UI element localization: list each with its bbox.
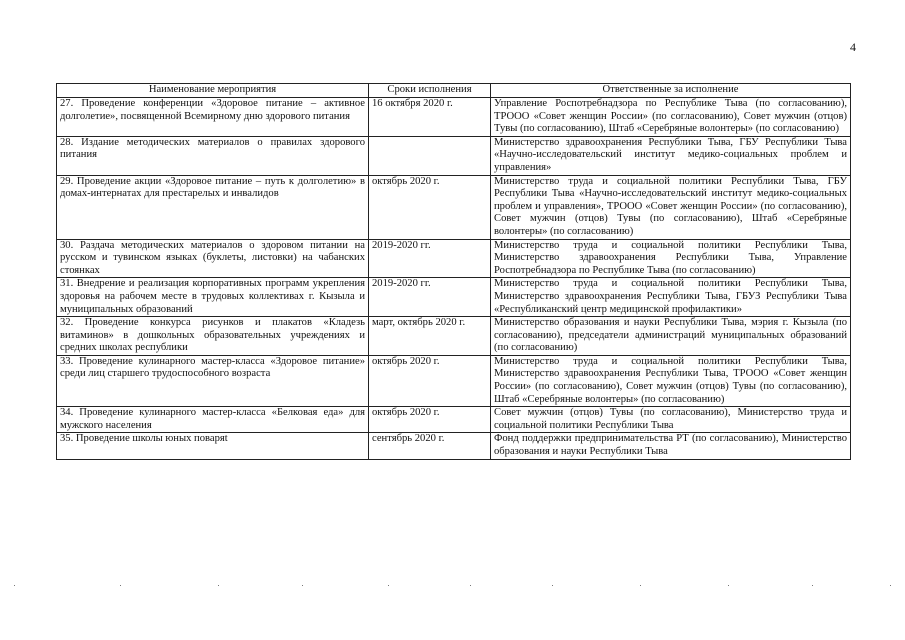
dates-cell: 2019-2020 гг. (369, 278, 491, 317)
event-cell: 35. Проведение школы юных поваряt (57, 433, 369, 459)
responsible-cell: Министерство труда и социальной политики Республики Тыва, Министерство здравоохранения Республики Тыва, ГБУЗ Республики Тыва «Республиканский центр медицинской профилактики» (491, 278, 851, 317)
table-header (57, 84, 851, 98)
scan-artifact-dots (0, 585, 905, 587)
table-row (57, 278, 851, 317)
event-cell: 34. Проведение кулинарного мастер-класса «Белковая еда» для мужского населения (57, 407, 369, 433)
dates-cell: март, октябрь 2020 г. (369, 317, 491, 356)
table-row (57, 136, 851, 175)
dates-cell: сентябрь 2020 г. (369, 433, 491, 459)
dates-cell: 2019-2020 гг. (369, 239, 491, 278)
event-cell: 30. Раздача методических материалов о здоровом питании на русском и тувинском языках (буклеты, листовки) на чабанских стоянках (57, 239, 369, 278)
events-table (56, 83, 851, 460)
table-row (57, 239, 851, 278)
event-cell: 33. Проведение кулинарного мастер-класса «Здоровое питание» среди лиц старшего трудоспособного возраста (57, 355, 369, 406)
page-number: 4 (850, 40, 856, 54)
responsible-cell: Министерство труда и социальной политики Республики Тыва, Министерство здравоохранения Республики Тыва, Управление Роспотребнадзора по Республике Тыва (по согласованию) (491, 239, 851, 278)
table-row (57, 317, 851, 356)
responsible-cell: Министерство здравоохранения Республики Тыва, ГБУ Республики Тыва «Научно-исследовательский институт медико-социальных проблем и управления» (491, 136, 851, 175)
event-cell: 27. Проведение конференции «Здоровое питание – активное долголетие», посвященной Всемирному дню здорового питания (57, 98, 369, 137)
dates-cell: октябрь 2020 г. (369, 407, 491, 433)
responsible-cell: Министерство труда и социальной политики Республики Тыва, ГБУ Республики Тыва «Научно-исследовательский институт медико-социальных проблем и управления», ТРООО «Совет женщин России» (по согласованию), Совет мужчин (отцов) Тувы (по согласованию), Штаб «Серебряные волонтеры» (по согласованию) (491, 175, 851, 239)
responsible-cell: Совет мужчин (отцов) Тувы (по согласованию), Министерство труда и социальной политики Республики Тыва (491, 407, 851, 433)
table-row (57, 355, 851, 406)
header-event-name: Наименование мероприятия (57, 84, 369, 98)
responsible-cell: Управление Роспотребнадзора по Республике Тыва (по согласованию), ТРООО «Совет женщин России» (по согласованию), Совет мужчин (отцов) Тувы (по согласованию), Штаб «Серебряные волонтеры» (по согласованию) (491, 98, 851, 137)
dates-cell: октябрь 2020 г. (369, 175, 491, 239)
header-responsible: Ответственные за исполнение (491, 84, 851, 98)
event-cell: 31. Внедрение и реализация корпоративных программ укрепления здоровья на рабочем месте в трудовых коллективах г. Кызыла и муниципальных образований (57, 278, 369, 317)
table-row (57, 175, 851, 239)
event-cell: 32. Проведение конкурса рисунков и плакатов «Кладезь витаминов» в дошкольных образовательных учреждениях и средних школах республики (57, 317, 369, 356)
header-dates: Сроки исполнения (369, 84, 491, 98)
table-row (57, 98, 851, 137)
event-cell: 28. Издание методических материалов о правилах здорового питания (57, 136, 369, 175)
dates-cell: 16 октября 2020 г. (369, 98, 491, 137)
table-row (57, 433, 851, 459)
dates-cell (369, 136, 491, 175)
table-row (57, 407, 851, 433)
responsible-cell: Министерство труда и социальной политики Республики Тыва, Министерство здравоохранения Республики Тыва, ТРООО «Совет женщин России» (по согласованию), Совет мужчин (отцов) Тувы (по согласованию), Штаб «Серебряные волонтеры» (по согласованию) (491, 355, 851, 406)
header-row (57, 84, 851, 98)
responsible-cell: Фонд поддержки предпринимательства РТ (по согласованию), Министерство образования и науки Республики Тыва (491, 433, 851, 459)
dates-cell: октябрь 2020 г. (369, 355, 491, 406)
event-cell: 29. Проведение акции «Здоровое питание – путь к долголетию» в домах-интернатах для престарелых и инвалидов (57, 175, 369, 239)
responsible-cell: Министерство образования и науки Республики Тыва, мэрия г. Кызыла (по согласованию), председатели администраций муниципальных образований (по согласованию) (491, 317, 851, 356)
table-body (57, 98, 851, 460)
